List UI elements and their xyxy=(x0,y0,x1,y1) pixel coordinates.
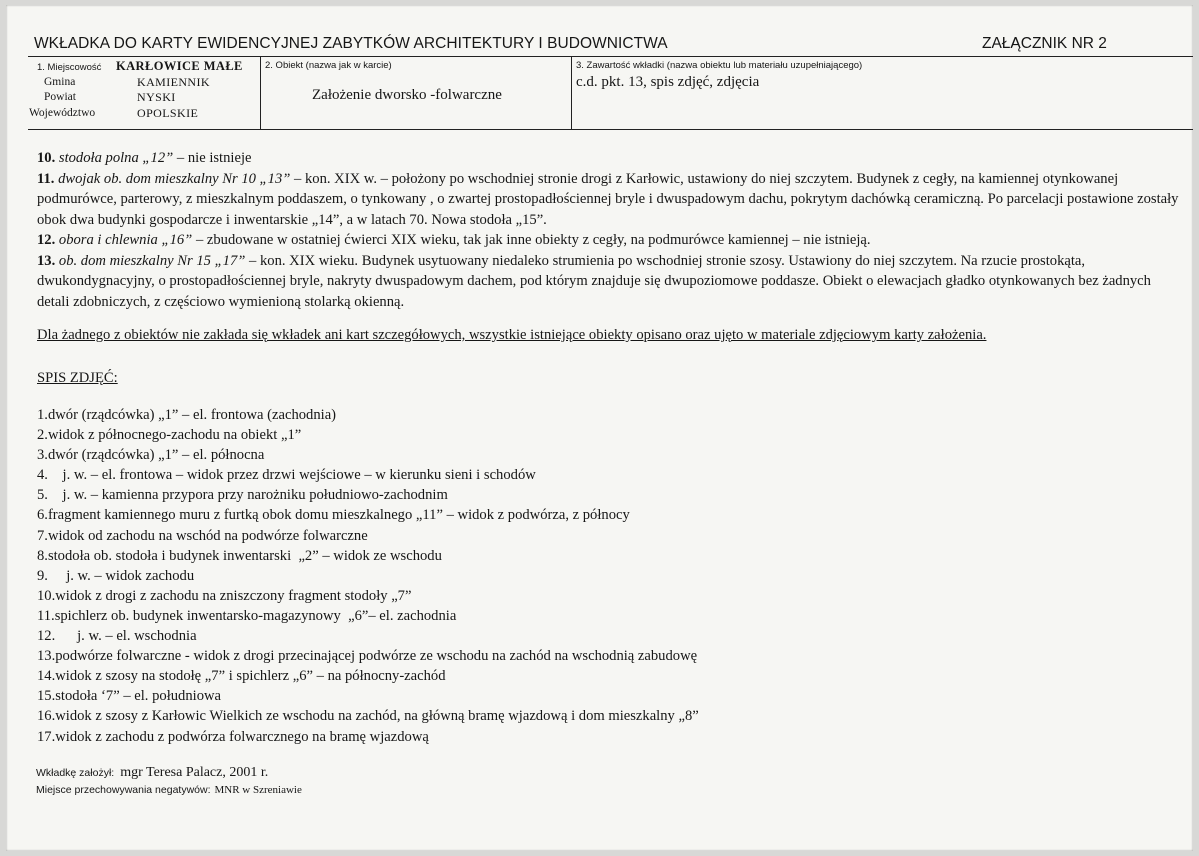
entry-name: ob. dom mieszkalny Nr 15 „17” xyxy=(58,252,246,269)
entry-name: dwojak ob. dom mieszkalny Nr 10 „13” xyxy=(58,170,291,187)
storage-line xyxy=(36,780,302,798)
storage-value: MNR w Szreniawie xyxy=(214,784,302,796)
entry-text: – zbudowane w ostatniej ćwierci XIX wieku, tak jak inne obiekty z cegły, na podmurówce kamiennej – nie istnieją. xyxy=(192,232,871,248)
photo-item: 5. j. w. – kamienna przypora przy narożniku południowo-zachodnim xyxy=(37,487,448,504)
no-inserts-note: Dla żadnego z obiektów nie zakłada się wkładek ani kart szczegółowych, wszystkie istniejące obiekty opisano oraz ujęto w materiale zdjęciowym karty założenia. xyxy=(37,327,987,343)
document-page xyxy=(6,5,1193,851)
entry-10 xyxy=(37,148,1179,169)
photo-item: 10.widok z drogi z zachodu na zniszczony fragment stodoły „7” xyxy=(37,587,412,604)
gmina-label: Gmina xyxy=(44,76,76,88)
photo-item: 11.spichlerz ob. budynek inwentarsko-magazynowy „6”– el. zachodnia xyxy=(37,607,457,624)
header-top-rule xyxy=(28,56,1193,57)
photo-item: 9. j. w. – widok zachodu xyxy=(37,567,195,584)
location-field-label: 1. Miejscowość xyxy=(37,62,102,73)
photo-item: 1.dwór (rządcówka) „1” – el. frontowa (zachodnia) xyxy=(37,407,337,423)
object-value: Założenie dworsko -folwarczne xyxy=(312,87,502,103)
photo-item: 2.widok z północnego-zachodu na obiekt „1” xyxy=(37,427,302,444)
powiat-label: Powiat xyxy=(44,91,76,103)
photo-list-heading: SPIS ZDJĘĆ: xyxy=(37,370,118,386)
author-line xyxy=(36,763,268,781)
voivodeship-label: Województwo xyxy=(29,107,96,119)
entry-12 xyxy=(37,230,1179,251)
photo-list xyxy=(37,405,699,747)
location-value: KARŁOWICE MAŁE xyxy=(116,59,243,73)
photo-item: 7.widok od zachodu na wschód na podwórze folwarczne xyxy=(37,527,368,544)
entry-number: 11. xyxy=(37,170,55,187)
contents-value: c.d. pkt. 13, spis zdjęć, zdjęcia xyxy=(576,74,760,90)
photo-item: 4. j. w. – el. frontowa – widok przez drzwi wejściowe – w kierunku sieni i schodów xyxy=(37,467,536,484)
author-label: Wkładkę założył: xyxy=(36,767,115,779)
photo-item: 8.stodoła ob. stodoła i budynek inwentarski „2” – widok ze wschodu xyxy=(37,547,442,564)
object-descriptions xyxy=(37,148,1179,312)
storage-label: Miejsce przechowywania negatywów: xyxy=(36,784,211,796)
entry-number: 13. xyxy=(37,252,56,269)
entry-name: stodoła polna „12” xyxy=(58,150,174,166)
gmina-value: KAMIENNIK xyxy=(137,75,210,89)
photo-item: 15.stodoła ‘7” – el. południowa xyxy=(37,688,222,705)
photo-item: 14.widok z szosy na stodołę „7” i spichlerz „6” – na północny-zachód xyxy=(37,668,446,685)
contents-field-label: 3. Zawartość wkładki (nazwa obiektu lub materiału uzupełniającego) xyxy=(576,60,863,71)
photo-item: 3.dwór (rządcówka) „1” – el. północna xyxy=(37,447,265,464)
entry-number: 12. xyxy=(37,232,56,248)
annex-number: ZAŁĄCZNIK NR 2 xyxy=(982,35,1107,52)
entry-name: obora i chlewnia „16” xyxy=(58,232,193,248)
header-bottom-rule xyxy=(28,129,1193,130)
header-divider-1 xyxy=(260,56,261,129)
voivodeship-value: OPOLSKIE xyxy=(137,106,199,120)
photo-item: 12. j. w. – el. wschodnia xyxy=(37,628,197,645)
photo-item: 17.widok z zachodu z podwórza folwarcznego na bramę wjazdową xyxy=(37,728,429,745)
powiat-value: NYSKI xyxy=(137,90,176,104)
object-field-label: 2. Obiekt (nazwa jak w karcie) xyxy=(265,60,392,71)
photo-item: 6.fragment kamiennego muru z furtką obok domu mieszkalnego „11” – widok z podwórza, z północy xyxy=(37,507,630,524)
photo-item: 16.widok z szosy z Karłowic Wielkich ze wschodu na zachód, na główną bramę wjazdową i dom mieszkalny „8” xyxy=(37,708,699,725)
entry-text: – nie istnieje xyxy=(173,150,252,166)
entry-number: 10. xyxy=(37,150,56,166)
entry-text: – kon. XIX w. – położony po wschodniej stronie drogi z Karłowic, ustawiony do niej szczytem. Budynek z cegły, na kamiennej otynkowanej podmurówce, parterowy, z mieszkalnym poddaszem, o tynkowany , o zwartej prostopadłościennej bryle i dwuspadowym dachu, pokrytym dachówką ceramiczną. Po parcelacji postawione zostały obok dwa budynki gospodarcze i inwentarskie „14”, a w latach 70. Nowa stodoła „15”. xyxy=(37,170,1179,228)
header-divider-2 xyxy=(571,56,572,129)
document-title: WKŁADKA DO KARTY EWIDENCYJNEJ ZABYTKÓW ARCHITEKTURY I BUDOWNICTWA xyxy=(34,35,668,52)
entry-13 xyxy=(37,251,1179,313)
photo-item: 13.podwórze folwarczne - widok z drogi przecinającej podwórze ze wschodu na zachód na wschodnią zabudowę xyxy=(37,648,698,665)
entry-text: – kon. XIX wieku. Budynek usytuowany niedaleko strumienia po wschodniej stronie szosy. Ustawiony do niej szczytem. Na rzucie prostokąta, dwukondygnacyjny, o prostopadłościennej bryle, nakryty dwuspadowym dachem, pod którym znajduje się dwupoziomowe poddasze. Obiekt o elewacjach gładko otynkowanych bez żadnych detali zdobniczych, z częściowo wymienioną stolarką okienną. xyxy=(37,252,1151,310)
entry-11 xyxy=(37,169,1179,231)
author-value: mgr Teresa Palacz, 2001 r. xyxy=(120,765,269,780)
